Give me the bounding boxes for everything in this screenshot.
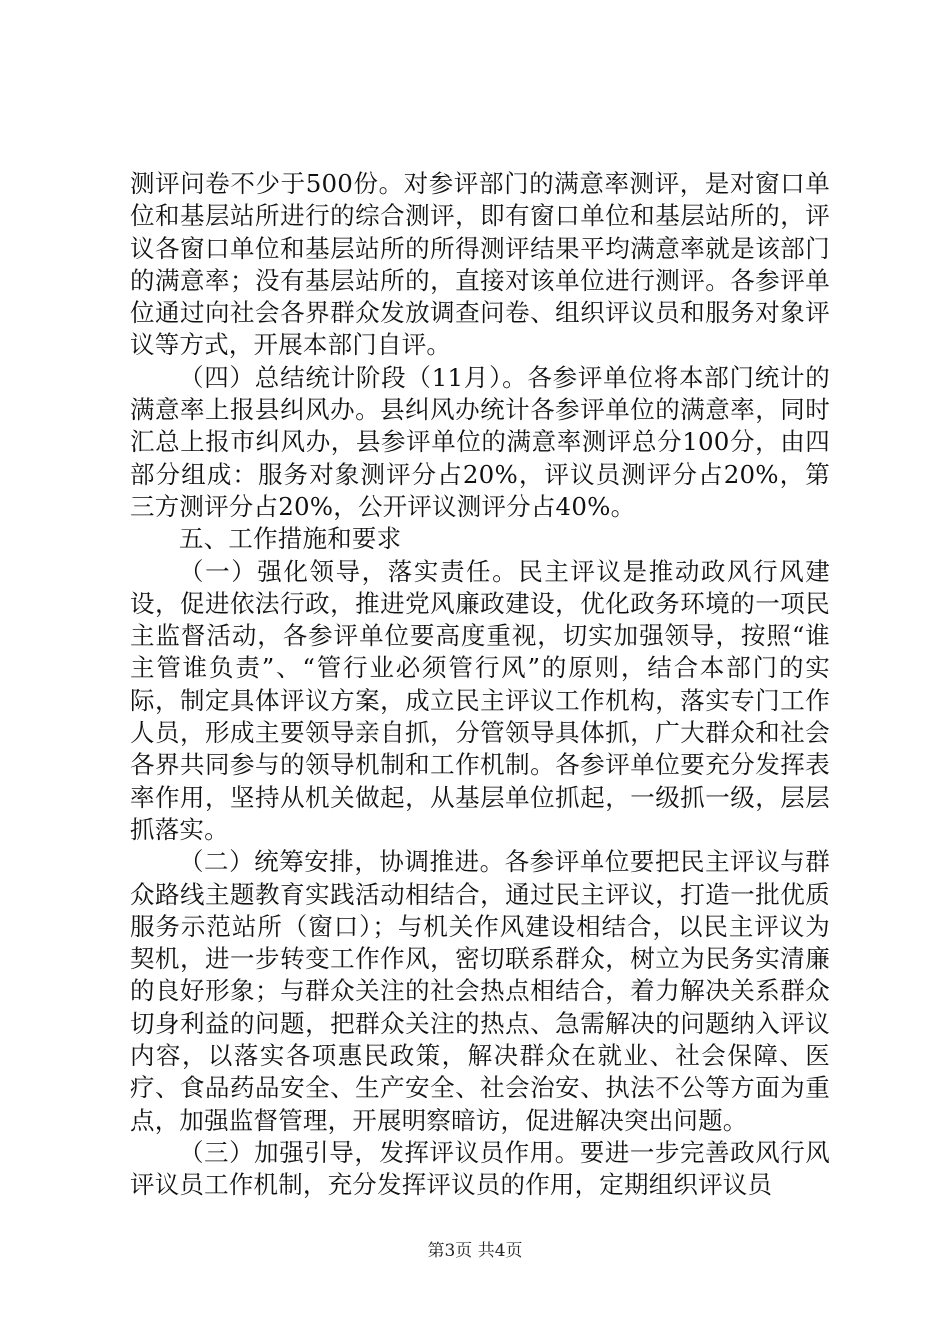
paragraph-measure-one: （一）强化领导，落实责任。民主评议是推动政风行风建设，促进依法行政，推进党风廉政建设，优化政务环境的一项民主监督活动，各参评单位要高度重视，切实加强领导，按照“谁主管谁负责”、“管行业必须管行风”的原则，结合本部门的实际，制定具体评议方案，成立民主评议工作机构，落实专门工作人员，形成主要领导亲自抓，分管领导具体抓，广大群众和社会各界共同参与的领导机制和工作机制。各参评单位要充分发挥表率作用，坚持从机关做起，从基层单位抓起，一级抓一级，层层抓落实。 [130, 556, 830, 844]
paragraph-stage-four: （四）总结统计阶段（11月）。各参评单位将本部门统计的满意率上报县纠风办。县纠风办统计各参评单位的满意率，同时汇总上报市纠风办，县参评单位的满意率测评总分100分，由四部分组成：服务对象测评分占20%，评议员测评分占20%，第三方测评分占20%，公开评议测评分占40%。 [130, 362, 830, 521]
document-body [130, 168, 830, 1202]
page-number: 第3页 共4页 [427, 1241, 523, 1261]
paragraph-measure-three: （三）加强引导，发挥评议员作用。要进一步完善政风行风评议员工作机制，充分发挥评议员的作用，定期组织评议员 [130, 1137, 830, 1200]
paragraph-survey-method: 测评问卷不少于500份。对参评部门的满意率测评，是对窗口单位和基层站所进行的综合测评，即有窗口单位和基层站所的，评议各窗口单位和基层站所的所得测评结果平均满意率就是该部门的满意率；没有基层站所的，直接对该单位进行测评。各参评单位通过向社会各界群众发放调查问卷、组织评议员和服务对象评议等方式，开展本部门自评。 [130, 169, 830, 360]
section-heading-measures: 五、工作措施和要求 [179, 524, 402, 554]
paragraph-measure-two: （二）统筹安排，协调推进。各参评单位要把民主评议与群众路线主题教育实践活动相结合，通过民主评议，打造一批优质服务示范站所（窗口）；与机关作风建设相结合，以民主评议为契机，进一步转变工作作风，密切联系群众，树立为民务实清廉的良好形象；与群众关注的社会热点相结合，着力解决关系群众切身利益的问题，把群众关注的热点、急需解决的问题纳入评议内容，以落实各项惠民政策，解决群众在就业、社会保障、医疗、食品药品安全、生产安全、社会治安、执法不公等方面为重点，加强监督管理，开展明察暗访，促进解决突出问题。 [130, 847, 830, 1135]
page-footer [0, 1240, 950, 1262]
